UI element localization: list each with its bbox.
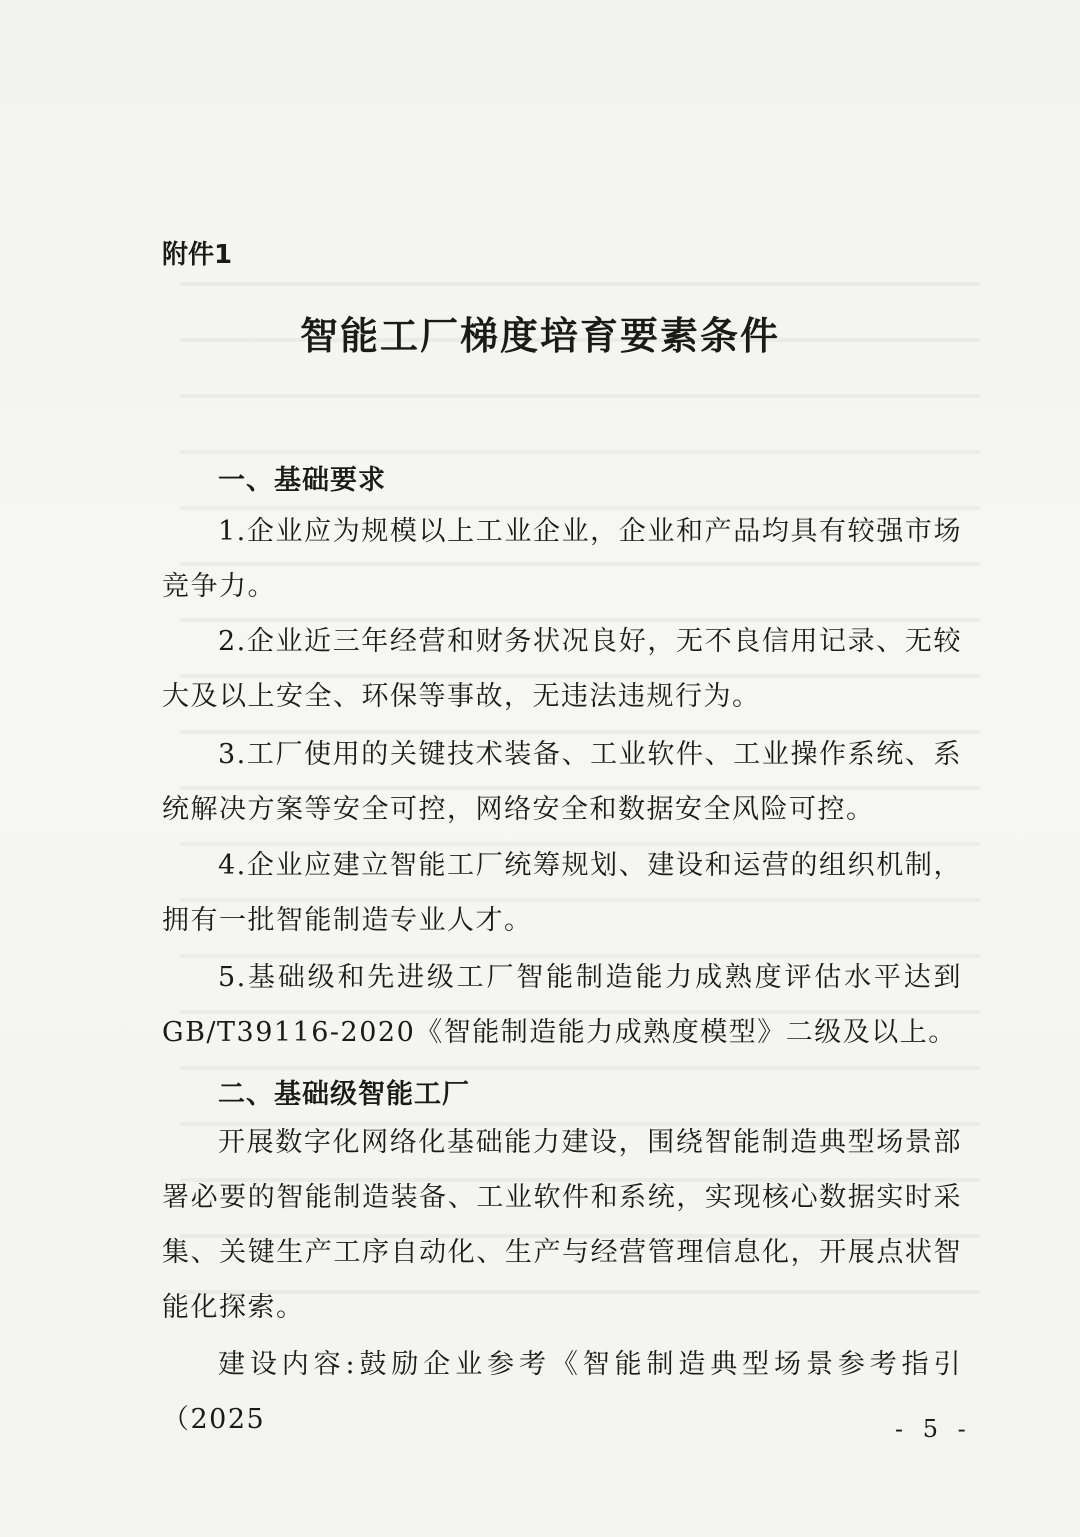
section-heading-basic-level-factory: 二、基础级智能工厂: [218, 1079, 470, 1110]
paragraph-basic-level-description: 开展数字化网络化基础能力建设，围绕智能制造典型场景部署必要的智能制造装备、工业软件和系统，实现核心数据实时采集、关键生产工序自动化、生产与经营管理信息化，开展点状智能化探索。: [162, 1127, 962, 1323]
paragraph-requirement-1: 1.企业应为规模以上工业企业，企业和产品均具有较强市场竞争力。: [162, 516, 962, 602]
paragraph-construction-content: 建设内容:鼓励企业参考《智能制造典型场景参考指引（2025: [162, 1349, 962, 1435]
section-heading-basic-requirements: 一、基础要求: [218, 465, 386, 496]
paragraph-requirement-2: 2.企业近三年经营和财务状况良好，无不良信用记录、无较大及以上安全、环保等事故，无违法违规行为。: [162, 626, 962, 712]
paragraph-requirement-4: 4.企业应建立智能工厂统筹规划、建设和运营的组织机制，拥有一批智能制造专业人才。: [162, 850, 962, 936]
paragraph-requirement-3: 3.工厂使用的关键技术装备、工业软件、工业操作系统、系统解决方案等安全可控，网络安全和数据安全风险可控。: [162, 739, 962, 825]
annex-label: 附件1: [162, 240, 233, 270]
page-number: - 5 -: [895, 1415, 972, 1443]
paragraph-requirement-5: 5.基础级和先进级工厂智能制造能力成熟度评估水平达到GB/T39116-2020《智能制造能力成熟度模型》二级及以上。: [162, 962, 962, 1048]
document-title: 智能工厂梯度培育要素条件: [299, 314, 780, 358]
